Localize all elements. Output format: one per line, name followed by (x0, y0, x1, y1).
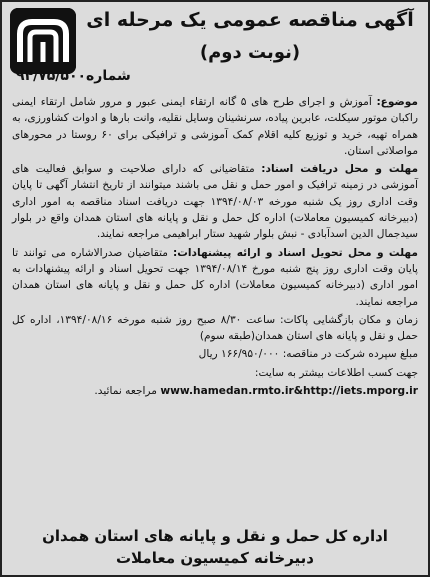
opening-paragraph: زمان و مکان بازگشایی پاکات: ساعت ۸/۳۰ صبح روز شنبه مورخه ۱۳۹۴/۰۸/۱۶، اداره کل حمل و نقل و پایانه های استان همدان(طبقه سوم) (12, 313, 418, 343)
ad-footer (12, 525, 418, 569)
subject-label: موضوع: (376, 96, 418, 108)
subject-paragraph (12, 94, 418, 159)
document-receipt-label: مهلت و محل دریافت اسناد: (261, 163, 419, 176)
subject-text: آموزش و اجرای طرح های ۵ گانه ارتقاء ایمنی عبور و مرور شامل ارتقاء ایمنی راکبان موتور سیکلت، عابرین پیاده، سرنشینان وسایل نقلیه، وانت بارها و ادوات کشاورزی، به همراه تهیه، خرید و توزیع کلیه اقلام کمک آموزشی و ترافیکی برای ۶۰ روستا در محورهای مواصلاتی استان. (12, 96, 418, 157)
document-receipt-paragraph (12, 161, 418, 242)
submission-paragraph (12, 245, 418, 310)
more-info-paragraph: جهت کسب اطلاعات بیشتر به سایت: (254, 366, 418, 379)
org-name: اداره کل حمل و نقل و پایانه های استان همدان (42, 527, 388, 545)
deposit-paragraph: مبلغ سپرده شرکت در مناقصه: ۱۶۶/۹۵۰/۰۰۰ ریال (198, 348, 418, 361)
refer-text: مراجعه نمائید. (94, 385, 157, 398)
ministry-logo-icon (10, 8, 76, 74)
secretariat-name: دبیرخانه کمیسیون معاملات (115, 549, 315, 567)
ad-subtitle: (نوبت دوم) (199, 42, 301, 63)
submission-label: مهلت و محل تحویل اسناد و ارائه پیشنهادات: (173, 246, 418, 259)
ad-number: شماره۹۴/۷۵/۵۰۰ (16, 68, 131, 84)
website-paragraph (12, 383, 418, 399)
ad-body (12, 94, 418, 401)
website-url-link[interactable]: www.hamedan.rmto.ir&http://iets.mporg.ir (160, 385, 418, 398)
document-receipt-text: متقاضیانی که دارای صلاحیت و سوابق فعالیت های آموزشی در زمینه ترافیک و امور حمل و نقل می باشند میتوانند از تاریخ انتشار آگهی تا پایان وقت اداری روز یک شنبه مورخه ۱۳۹۴/۰۸/۰۳ جهت دریافت اسناد مناقصه به امور اداری (دبیرخانه کمیسیون معاملات) اداره کل حمل و نقل و پایانه های استان همدان واقع در بلوار سیدجمال الدین اسدآبادی - نبش بلوار شهید ستار ابراهیمی مراجعه نمایند. (12, 163, 418, 241)
submission-text: متقاضیان صدرالاشاره می توانند تا پایان وقت اداری روز پنج شنبه مورخ ۱۳۹۴/۰۸/۱۴ جهت تحویل اسناد و ارائه پیشنهادات به امور اداری (دبیرخانه کمیسیون معاملات) اداره کل حمل و نقل و پایانه های استان همدان مراجعه نمایند. (12, 246, 418, 308)
ad-title: آگهی مناقصه عمومی یک مرحله ای (86, 9, 414, 31)
ad-header (2, 2, 428, 84)
